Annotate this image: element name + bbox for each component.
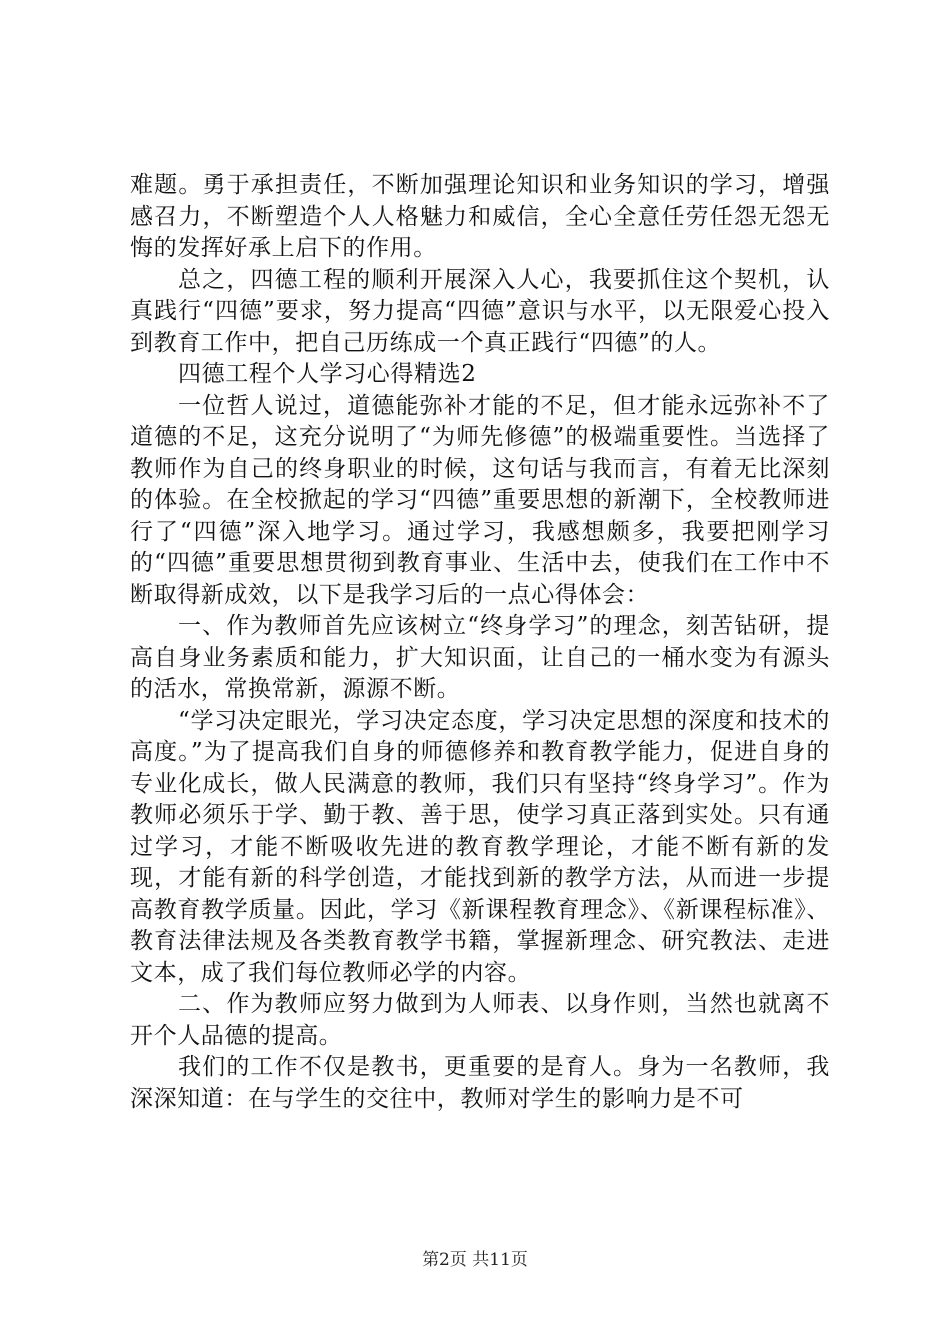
document-body	[130, 170, 830, 1115]
paragraph: 一、作为教师首先应该树立“终身学习”的理念，刻苦钻研，提高自身业务素质和能力，扩大知识面，让自己的一桶水变为有源头的活水，常换常新，源源不断。	[130, 613, 830, 702]
paragraph: 难题。勇于承担责任，不断加强理论知识和业务知识的学习，增强感召力，不断塑造个人人格魅力和威信，全心全意任劳任怨无怨无悔的发挥好承上启下的作用。	[130, 172, 830, 261]
paragraph: 总之，四德工程的顺利开展深入人心，我要抓住这个契机，认真践行“四德”要求，努力提高“四德”意识与水平，以无限爱心投入到教育工作中，把自己历练成一个真正践行“四德”的人。	[130, 266, 830, 356]
paragraph: 我们的工作不仅是教书，更重要的是育人。身为一名教师，我深深知道：在与学生的交往中，教师对学生的影响力是不可	[130, 1054, 830, 1112]
paragraph: “学习决定眼光，学习决定态度，学习决定思想的深度和技术的高度。”为了提高我们自身的师德修养和教育教学能力，促进自身的专业化成长，做人民满意的教师，我们只有坚持“终身学习”。作为教师必须乐于学、勤于教、善于思，使学习真正落到实处。只有通过学习，才能不断吸收先进的教育教学理论，才能不断有新的发现，才能有新的科学创造，才能找到新的教学方法，从而进一步提高教育教学质量。因此，学习《新课程教育理念》、《新课程标准》、教育法律法规及各类教育教学书籍，掌握新理念、研究教法、走进文本，成了我们每位教师必学的内容。	[130, 707, 830, 986]
paragraph: 一位哲人说过，道德能弥补才能的不足，但才能永远弥补不了道德的不足，这充分说明了“为师先修德”的极端重要性。当选择了教师作为自己的终身职业的时候，这句话与我而言，有着无比深刻的体验。在全校掀起的学习“四德”重要思想的新潮下，全校教师进行了“四德”深入地学习。通过学习，我感想颇多，我要把刚学习的“四德”重要思想贯彻到教育事业、生活中去，使我们在工作中不断取得新成效，以下是我学习后的一点心得体会：	[130, 392, 830, 608]
page-number-footer: 第2页 共11页	[422, 1250, 528, 1270]
section-heading: 四德工程个人学习心得精选2	[178, 361, 477, 387]
paragraph: 二、作为教师应努力做到为人师表、以身作则，当然也就离不开个人品德的提高。	[130, 991, 830, 1049]
